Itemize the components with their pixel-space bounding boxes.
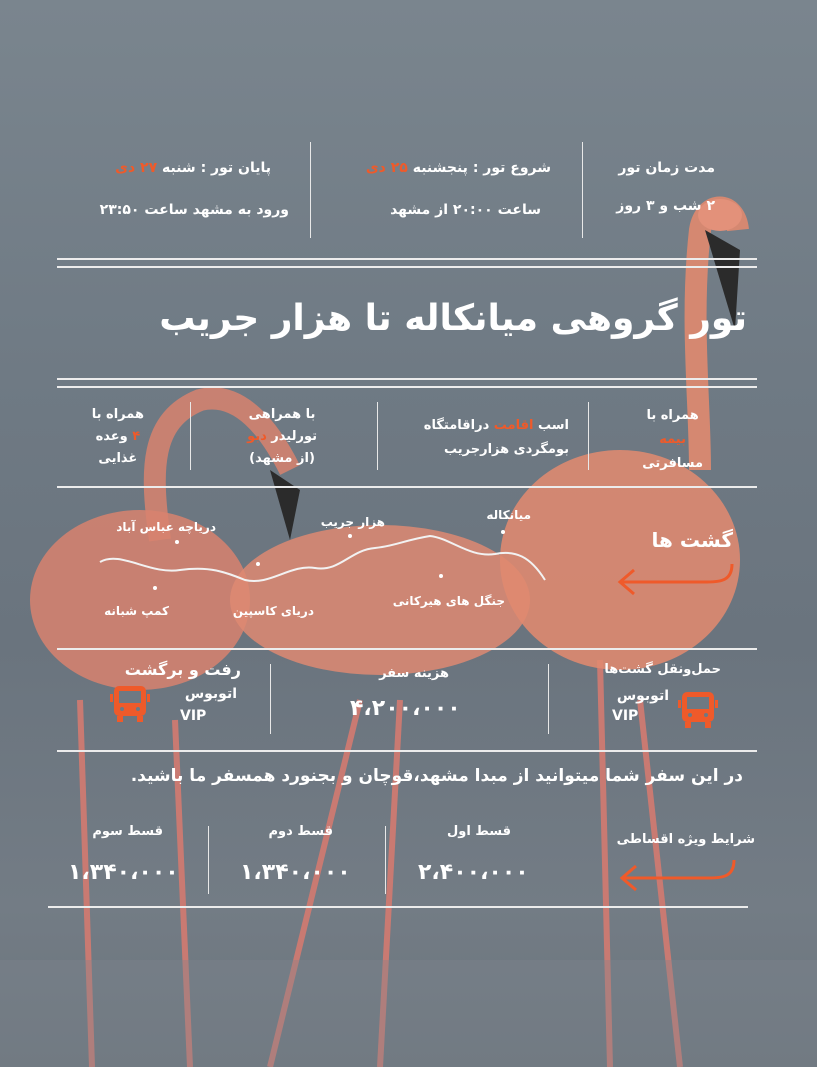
divider <box>208 826 209 894</box>
local-transport-value: اتوبوس <box>616 688 669 704</box>
divider <box>582 142 583 238</box>
route-point-hezarjarib: هزار جریب <box>320 515 385 529</box>
local-transport-label: حمل‌ونقل گشت‌ها <box>604 662 721 677</box>
section-rule <box>48 906 748 908</box>
tour-title: تور گروهی میانکاله تا هزار جریب <box>159 298 747 339</box>
feature-meals: همراه با ۴ وعده غذایی <box>91 407 144 466</box>
first-installment-value: ۲،۴۰۰،۰۰۰ <box>418 860 529 885</box>
arrow-left-icon <box>612 562 738 598</box>
title-rule-bottom-2 <box>57 386 757 388</box>
round-trip-label: رفت و برگشت <box>124 660 241 679</box>
section-rule <box>57 486 757 488</box>
section-rule <box>57 750 757 752</box>
section-rule <box>57 648 757 650</box>
feature-tourleader: با همراهی تورلیدر دبو (از مشهد) <box>247 407 317 466</box>
second-installment-label: قسط دوم <box>268 824 333 839</box>
divider <box>270 664 271 734</box>
divider <box>190 402 191 470</box>
route-point-camp: کمپ شبانه <box>104 604 169 618</box>
arrow-left-icon <box>614 858 740 894</box>
third-installment-value: ۱،۳۴۰،۰۰۰ <box>68 860 179 885</box>
feature-accommodation: اسب اقامت دراقامتگاه بومگردی هزارجریب <box>423 418 569 457</box>
divider <box>377 402 378 470</box>
title-rule-top <box>57 258 757 260</box>
tours-heading: گشت ها <box>651 528 733 552</box>
divider <box>310 142 311 238</box>
installments-heading: شرایط ویژه اقساطی <box>616 832 755 847</box>
second-installment-value: ۱،۳۴۰،۰۰۰ <box>240 860 351 885</box>
divider <box>588 402 589 470</box>
duration-value: ۲ شب و ۳ روز <box>616 198 715 214</box>
route-point-caspian: دریای کاسپین <box>232 604 314 618</box>
trip-cost-label: هزینه سفر <box>379 666 449 681</box>
route-point-hyrcanian: جنگل های هیرکانی <box>392 594 505 608</box>
local-transport-vip: VIP <box>612 708 639 724</box>
route-point-mianakaleh: میانکاله <box>486 508 531 522</box>
tour-end: پایان تور : شنبه ۲۷ دی <box>115 160 271 176</box>
tour-start: شروع تور : پنجشنبه ۲۵ دی <box>365 160 551 176</box>
bus-icon <box>108 684 152 724</box>
trip-cost-value: ۴،۲۰۰،۰۰۰ <box>350 696 461 721</box>
divider <box>548 664 549 734</box>
route-point-abbasabad: دریاچه عباس آباد <box>116 520 216 534</box>
third-installment-label: قسط سوم <box>92 824 163 839</box>
title-rule-bottom <box>57 378 757 380</box>
origin-note: در این سفر شما میتوانید از مبدا مشهد،قوچان و بجنورد همسفر ما باشید. <box>130 766 743 786</box>
round-trip-value: اتوبوس <box>184 686 237 702</box>
duration-label: مدت زمان تور <box>618 160 715 176</box>
title-rule-top-2 <box>57 266 757 268</box>
bus-icon <box>676 690 720 730</box>
first-installment-label: قسط اول <box>446 824 511 839</box>
feature-insurance: همراه با بیمه مسافرتی <box>642 408 703 471</box>
divider <box>385 826 386 894</box>
tour-start-time: ساعت ۲۰:۰۰ از مشهد <box>390 202 541 218</box>
tour-end-time: ورود به مشهد ساعت ۲۳:۵۰ <box>99 202 289 218</box>
round-trip-vip: VIP <box>180 708 207 724</box>
